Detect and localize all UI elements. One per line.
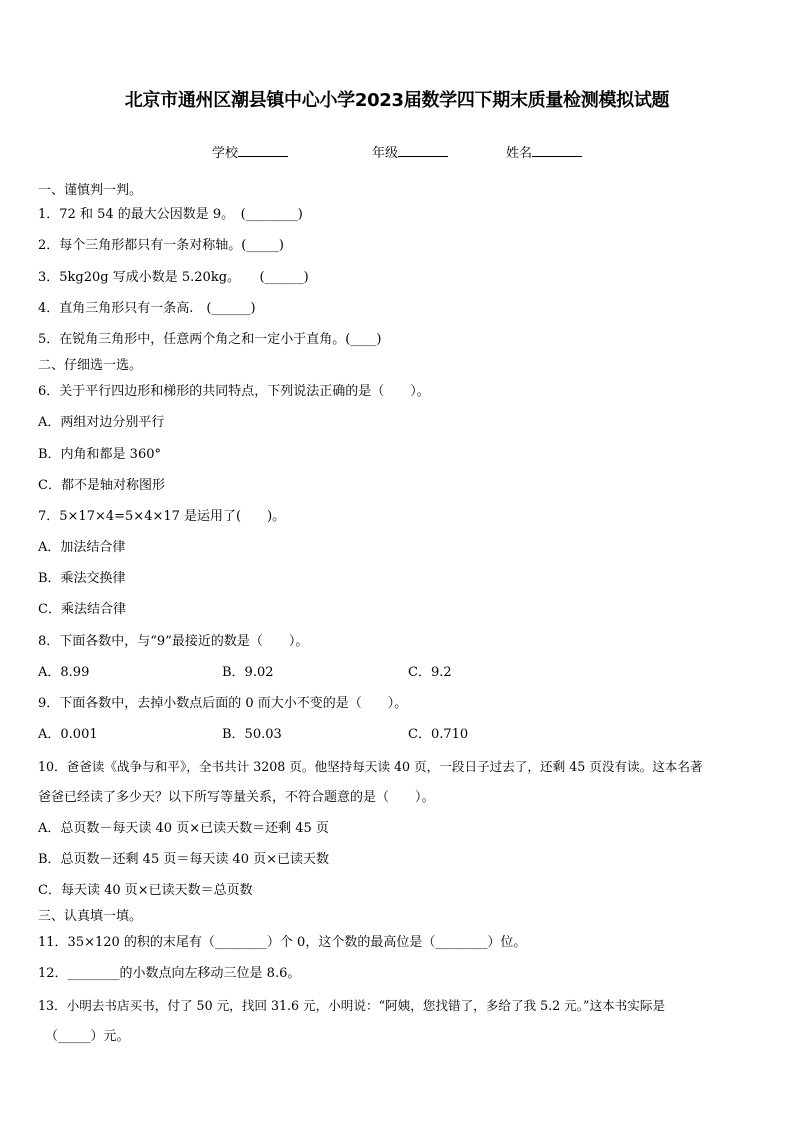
question-11: 11．35×120 的积的末尾有（________）个 0，这个数的最高位是（________）位。 — [38, 935, 527, 950]
name-label: 姓名 — [506, 146, 533, 161]
question-10-option-b: B．总页数－还剩 45 页＝每天读 40 页×已读天数 — [38, 852, 330, 867]
grade-field — [372, 142, 448, 161]
question-13-line-2: （_____）元。 — [45, 1029, 130, 1044]
question-9-option-b: B．50.03 — [222, 727, 282, 742]
question-7-option-a: A．加法结合律 — [38, 540, 126, 555]
question-6: 6．关于平行四边形和梯形的共同特点，下列说法正确的是（ ）。 — [38, 384, 430, 399]
question-12: 12．________的小数点向左移动三位是 8.6。 — [38, 966, 301, 981]
question-10-line-2: 爸爸已经读了多少天？以下所写等量关系，不符合题意的是（ ）。 — [38, 790, 435, 805]
question-6-option-c: C．都不是轴对称图形 — [38, 478, 165, 493]
school-blank[interactable] — [238, 144, 288, 157]
question-2: 2．每个三角形都只有一条对称轴。(_____) — [38, 238, 284, 253]
student-info-row — [0, 142, 794, 160]
question-8-option-a: A．8.99 — [38, 665, 90, 680]
question-6-option-a: A．两组对边分别平行 — [38, 415, 165, 430]
question-10-option-c: C．每天读 40 页×已读天数＝总页数 — [38, 883, 253, 898]
question-9-option-c: C．0.710 — [408, 727, 469, 742]
section-heading-judge: 一、谨慎判一判。 — [38, 183, 143, 198]
page-title: 北京市通州区潮县镇中心小学2023届数学四下期末质量检测模拟试题 — [124, 90, 670, 111]
grade-blank[interactable] — [398, 144, 448, 157]
question-4: 4．直角三角形只有一条高. (______) — [38, 301, 256, 316]
section-heading-fill: 三、认真填一填。 — [38, 909, 143, 924]
question-13-line-1: 13．小明去书店买书，付了 50 元，找回 31.6 元，小明说：“阿姨，您找错了，多给了我 5.2 元。”这本书实际是 — [38, 998, 666, 1013]
school-field — [212, 142, 288, 161]
name-field — [506, 142, 582, 161]
question-7-option-b: B．乘法交换律 — [38, 571, 126, 586]
question-8-option-b: B．9.02 — [222, 665, 274, 680]
school-label: 学校 — [212, 146, 239, 161]
question-8-option-c: C．9.2 — [408, 665, 452, 680]
question-9: 9．下面各数中，去掉小数点后面的 0 而大小不变的是（ ）。 — [38, 696, 408, 711]
question-8: 8．下面各数中，与“9”最接近的数是（ ）。 — [38, 634, 309, 649]
question-7-option-c: C．乘法结合律 — [38, 602, 126, 617]
question-9-option-a: A．0.001 — [38, 727, 98, 742]
question-10-line-1: 10．爸爸读《战争与和平》，全书共计 3208 页。他坚持每天读 40 页，一段日子过去了，还剩 45 页没有读。这本名著 — [38, 759, 703, 774]
name-blank[interactable] — [532, 144, 582, 157]
question-3: 3．5kg20g 写成小数是 5.20kg。 (______) — [38, 270, 309, 285]
question-7: 7．5×17×4=5×4×17 是运用了( )。 — [38, 509, 286, 524]
grade-label: 年级 — [372, 146, 399, 161]
question-6-option-b: B．内角和都是 360° — [38, 447, 161, 462]
question-5: 5．在锐角三角形中，任意两个角之和一定小于直角。(____) — [38, 332, 382, 347]
question-1: 1．72 和 54 的最大公因数是 9。 (________) — [38, 207, 303, 222]
section-heading-choose: 二、仔细选一选。 — [38, 358, 143, 373]
question-10-option-a: A．总页数－每天读 40 页×已读天数＝还剩 45 页 — [38, 821, 329, 836]
